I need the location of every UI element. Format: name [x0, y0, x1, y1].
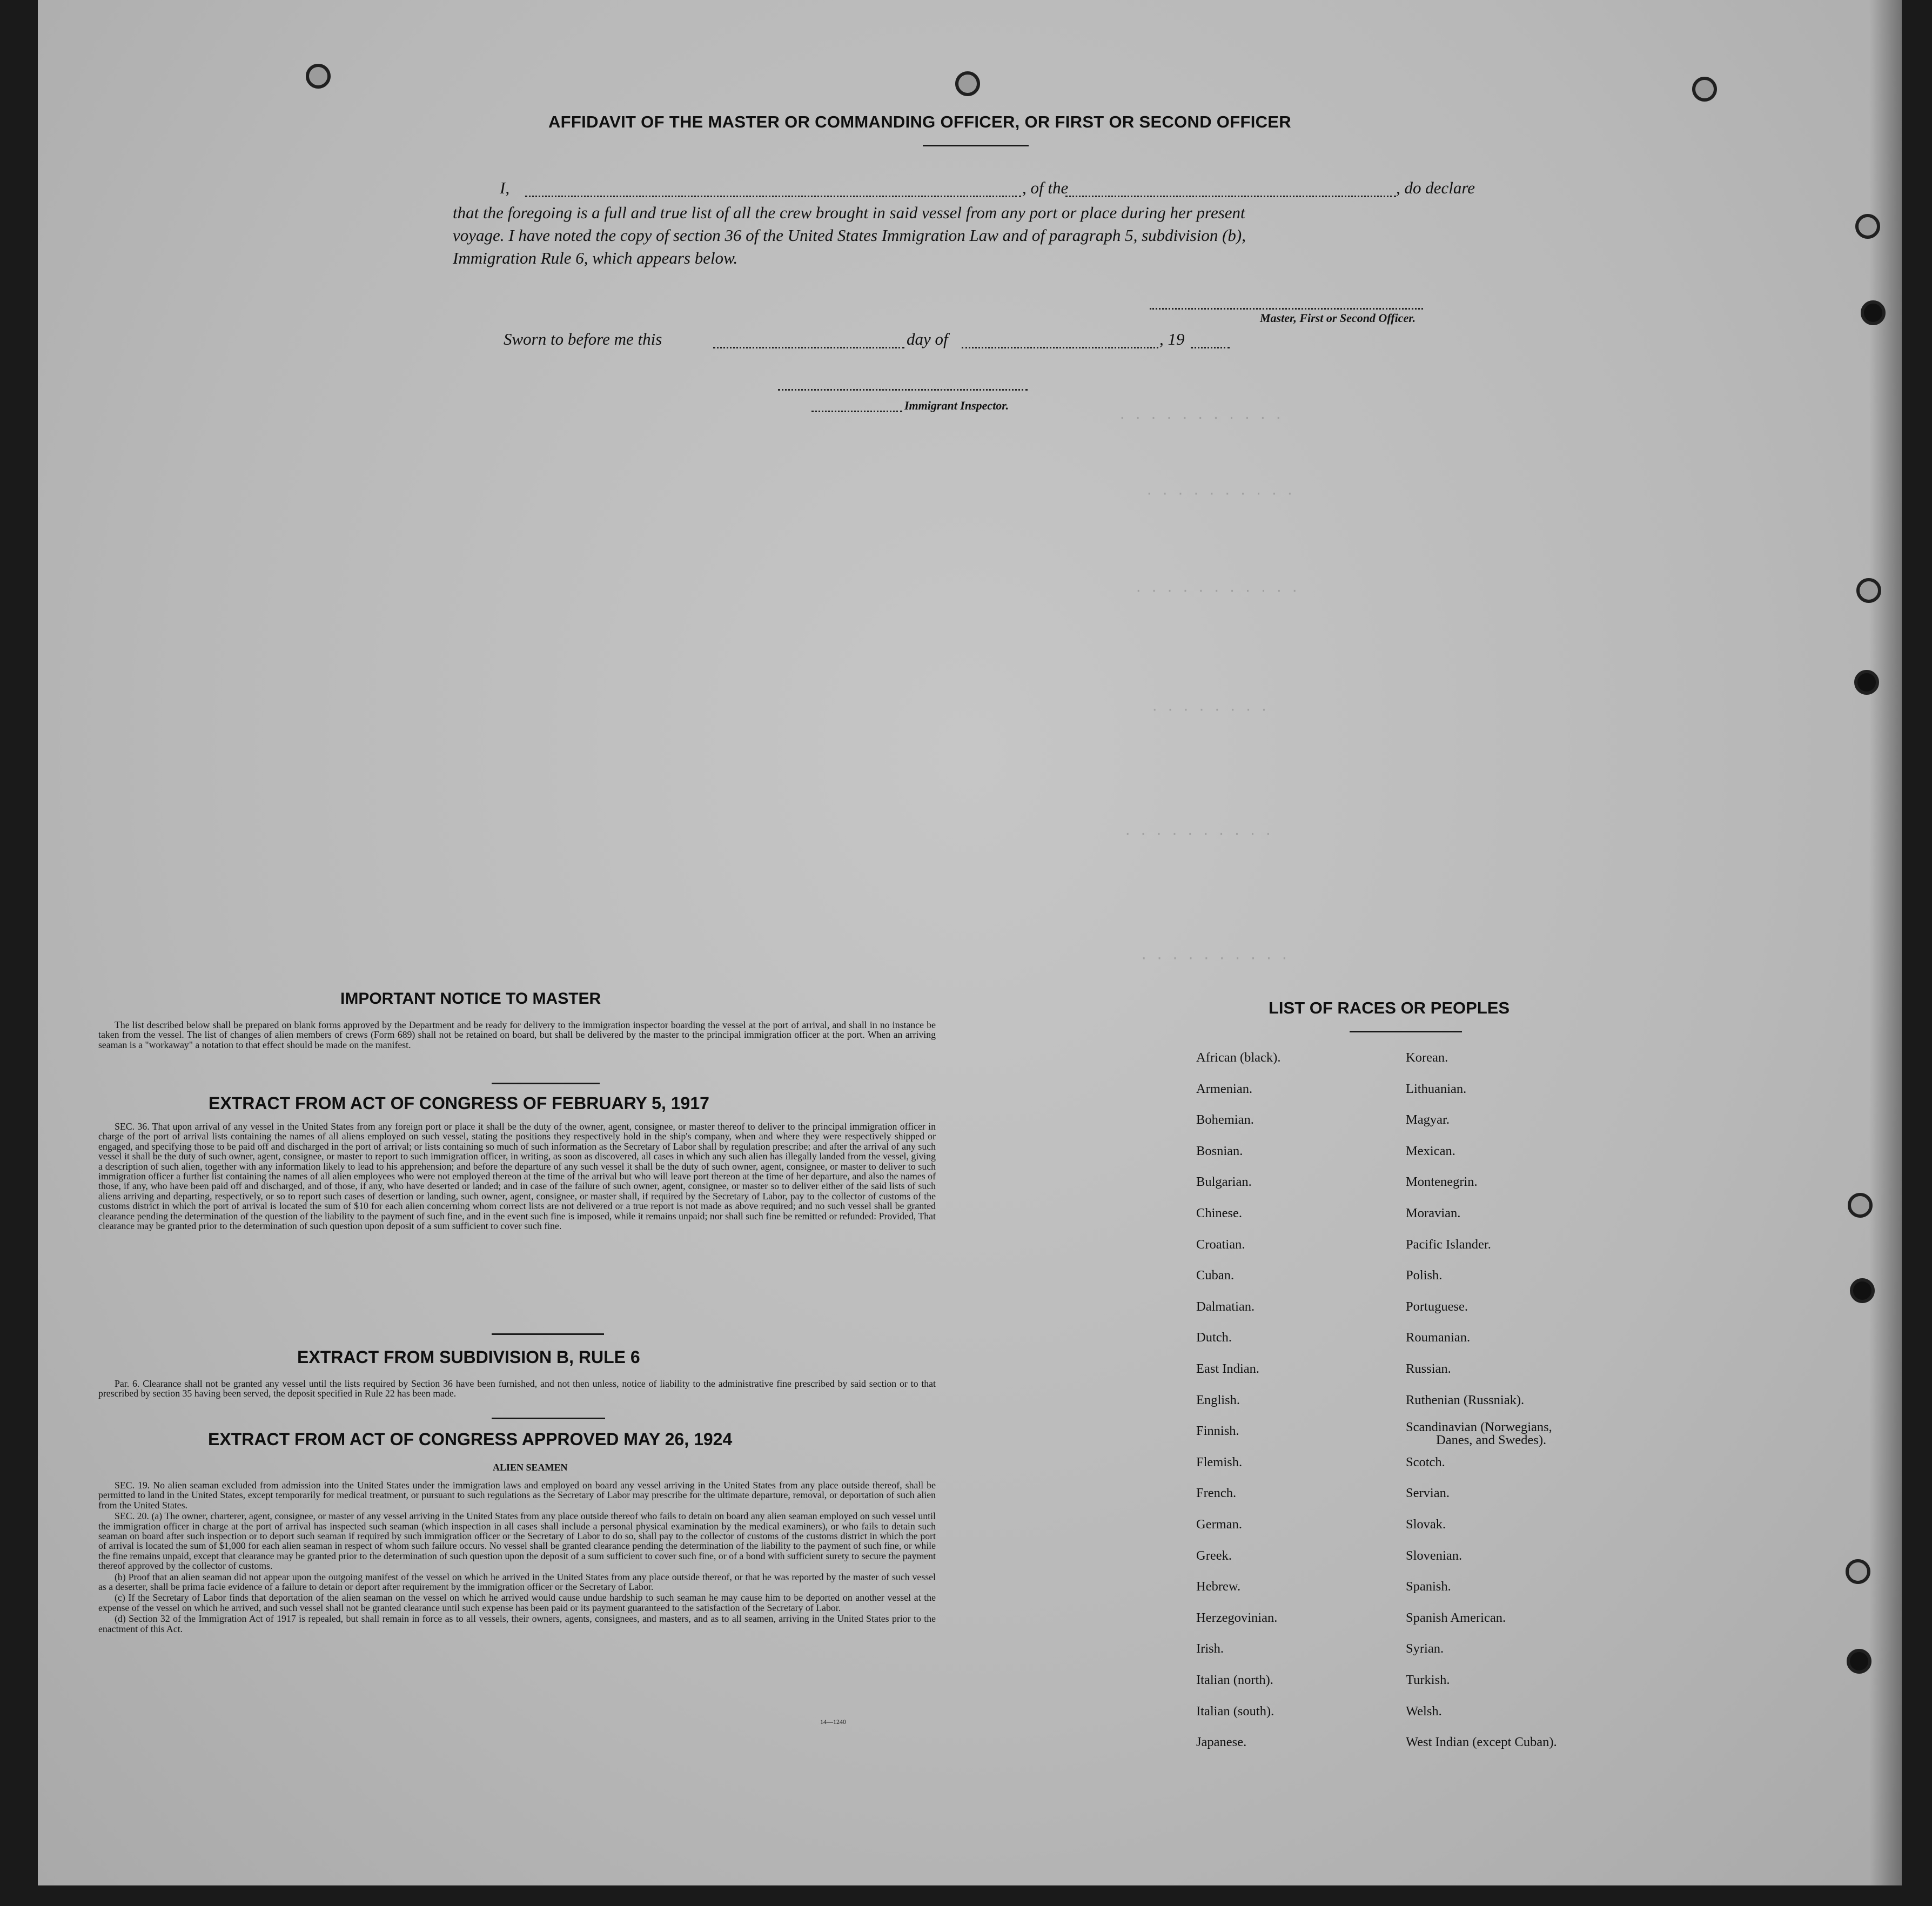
notice-title: IMPORTANT NOTICE TO MASTER [340, 990, 601, 1008]
race-item: Croatian. [1196, 1237, 1245, 1252]
races-title: LIST OF RACES OR PEOPLES [1269, 998, 1510, 1017]
ghost-row: · · · · · · · · · · · [1118, 411, 1283, 426]
extract-1924-title: EXTRACT FROM ACT OF CONGRESS APPROVED MAY 26, 1924 [208, 1429, 733, 1449]
race-item: African (black). [1196, 1050, 1281, 1065]
sworn-day-field[interactable] [713, 347, 904, 348]
race-item: Mexican. [1406, 1143, 1455, 1158]
race-item: Hebrew. [1196, 1579, 1241, 1594]
form-page [38, 0, 1902, 1885]
section-divider [492, 1333, 604, 1335]
sworn-label: Sworn to before me this [504, 330, 662, 348]
race-item: Servian. [1406, 1486, 1450, 1501]
race-item: German. [1196, 1517, 1243, 1532]
extract-rule6-title: EXTRACT FROM SUBDIVISION B, RULE 6 [297, 1347, 640, 1367]
race-item: French. [1196, 1486, 1237, 1501]
race-item: Russian. [1406, 1361, 1451, 1376]
affidavit-text-line-3: voyage. I have noted the copy of section 36 of the United States Immigration Law and of paragraph 5, subdivision (b), [453, 226, 1246, 245]
race-item-continuation: Danes, and Swedes). [1436, 1433, 1547, 1447]
notice-paragraph: The list described below shall be prepared on blank forms approved by the Department and be ready for delivery to the immigration inspector boarding the vessel at the port of arrival, and shall in no instance be taken from the vessel. The list of changes of alien members of crews (Form 689) shall not be retained on board, but shall be delivered by the master to the principal immigration officer at the port. When an arriving seaman is a "workaway" a notation to that effect should be made on the manifest. [98, 1019, 936, 1050]
inspector-dash-field [811, 411, 902, 412]
master-signature-field[interactable] [1150, 308, 1423, 310]
race-item: Armenian. [1196, 1081, 1253, 1096]
race-item: Dalmatian. [1196, 1299, 1255, 1314]
race-item: Lithuanian. [1406, 1081, 1467, 1096]
punch-hole-top-right [1692, 77, 1717, 102]
year-label: , 19 [1159, 330, 1185, 348]
race-item: Bosnian. [1196, 1143, 1243, 1158]
sec-20d-paragraph: (d) Section 32 of the Immigration Act of 1917 is repealed, but shall remain in force as to all vessels, their owners, agents, consignees, and masters, and as to all seamen, arriving in the United States prior to the enactment of this Act. [98, 1613, 936, 1634]
race-item: Welsh. [1406, 1703, 1442, 1719]
race-item: Irish. [1196, 1641, 1224, 1656]
race-item: Slovenian. [1406, 1548, 1463, 1563]
race-item: Slovak. [1406, 1517, 1446, 1532]
section-divider [492, 1418, 605, 1419]
races-title-underline [1350, 1031, 1462, 1032]
vessel-name-field[interactable] [1065, 196, 1396, 197]
race-item: Greek. [1196, 1548, 1232, 1563]
master-name-field[interactable] [525, 196, 1021, 197]
race-item: Japanese. [1196, 1735, 1247, 1750]
race-item: Ruthenian (Russniak). [1406, 1392, 1525, 1407]
ghost-row: · · · · · · · · · · [1124, 827, 1272, 842]
extract-1924-text [98, 1480, 936, 1635]
punch-hole-right-1 [1855, 214, 1880, 239]
race-item: Syrian. [1406, 1641, 1444, 1656]
title-underline [923, 145, 1029, 146]
race-item: Spanish American. [1406, 1610, 1506, 1625]
race-item: West Indian (except Cuban). [1406, 1735, 1557, 1750]
affidavit-i-label: I, [500, 178, 510, 197]
sworn-year-field[interactable] [1191, 347, 1230, 348]
master-signature-label: Master, First or Second Officer. [1260, 311, 1416, 325]
section-36-paragraph: SEC. 36. That upon arrival of any vessel in the United States from any foreign port or place it shall be the duty of the owner, agent, consignee, or master thereof to deliver to the principal immigration officer in charge of the port of arrival lists containing the names of all aliens employed on such vessel, stating the positions they respectively hold in the ship's company, when and where they were respectively shipped or engaged, and specifying those to be paid off and discharged in the port of arrival; or lists containing so much of such information as the Secretary of Labor shall by regulation prescribe; and after the arrival of any such vessel it shall be the duty of such owner, agent, consignee, or master to report to such immigration officer, in writing, as soon as discovered, all cases in which any such alien has illegally landed from the vessel, giving a description of such alien, together with any information likely to lead to his apprehension; and before the departure of any such vessel it shall be the duty of such owner, agent, consignee, or master to deliver to such immigration officer a further list containing the names of all alien employees who were not employed thereon at the time of the arrival but who will leave port thereon at the time of her departure, and also the names of those, if any, who have been paid off and discharged, and of those, if any, who have deserted or landed; and in case of the failure of such owner, agent, consignee, or master so to deliver either of the said lists of such aliens arriving and departing, respectively, or so to report such cases of desertion or landing, such owner, agent, consignee, or master shall, if required by the Secretary of Labor, pay to the collector of customs of the customs district in which the port of arrival is located the sum of $10 for each alien concerning whom correct lists are not delivered or a true report is not made as above required; and no such vessel shall be granted clearance pending the determination of the question of the liability to the payment of such fine, and in the event such fine is imposed, while it remains unpaid; nor shall such fine be remitted or refunded: Provided, That clearance may be granted prior to the determination of such question upon deposit of a sum sufficient to cover such fine. [98, 1121, 936, 1232]
affidavit-of-the: , of the [1022, 178, 1069, 197]
ghost-row: · · · · · · · · · · [1140, 951, 1289, 966]
race-item: Scotch. [1406, 1454, 1445, 1469]
affidavit-text-line-2: that the foregoing is a full and true list of all the crew brought in said vessel from any port or place during her present [453, 203, 1245, 222]
affidavit-text-line-4: Immigration Rule 6, which appears below. [453, 249, 738, 267]
race-item: Scandinavian (Norwegians, [1406, 1420, 1552, 1434]
punch-hole-right-5 [1848, 1193, 1873, 1218]
punch-hole-top-left [306, 64, 331, 89]
affidavit-title: AFFIDAVIT OF THE MASTER OR COMMANDING OFFICER, OR FIRST OR SECOND OFFICER [548, 112, 1291, 131]
extract-rule6-text [98, 1379, 936, 1400]
race-item: Polish. [1406, 1268, 1443, 1283]
sec-20a-paragraph: SEC. 20. (a) The owner, charterer, agent, consignee, or master of any vessel arriving in the United States from any place outside thereof who fails to detain on board any alien seaman employed on such vessel until the immigration officer in charge at the port of arrival has inspected such seaman (which inspection in all cases shall include a personal physical examination by the medical examiners), or who fails to detain such seaman on board after such inspection or to deport such seaman if required by such immigration officer or the Secretary of Labor to do so, shall pay to the collector of customs of the customs district in which the port of arrival is located the sum of $1,000 for each alien seaman in respect of whom such failure occurs. No vessel shall be granted clearance pending the determination of the liability to the payment of such fine, or while the fine remains unpaid, except that clearance may be granted prior to the determination of such question upon the deposit of a sum sufficient to cover such fine, or of a bond with sufficient surety to secure the payment thereof approved by the collector of customs. [98, 1511, 936, 1572]
inspector-label: Immigrant Inspector. [904, 399, 1009, 412]
race-item: Italian (north). [1196, 1673, 1273, 1687]
race-item: Dutch. [1196, 1330, 1232, 1345]
race-item: Herzegovinian. [1196, 1610, 1278, 1625]
race-item: Portuguese. [1406, 1299, 1468, 1314]
race-item: Spanish. [1406, 1579, 1451, 1594]
sec-20b-paragraph: (b) Proof that an alien seaman did not appear upon the outgoing manifest of the vessel on which he arrived in the United States from any place outside thereof, or that he was reported by the master of such vessel as a deserter, shall be prima facie evidence of a failure to detain or deport after requirement by the immigration officer or the Secretary of Labor. [98, 1571, 936, 1593]
punch-hole-right-2 [1861, 300, 1886, 325]
ghost-row: · · · · · · · · · · [1145, 486, 1294, 501]
inspector-signature-field[interactable] [778, 389, 1028, 391]
par-6-paragraph: Par. 6. Clearance shall not be granted any vessel until the lists required by Section 36 have been furnished, and not then unless, notice of liability to the administrative fine prescribed by said section or to that prescribed by section 35 having been served, the deposit specified in Rule 22 has been made. [98, 1378, 936, 1399]
race-item: Bohemian. [1196, 1112, 1254, 1128]
form-number: 14—1240 [820, 1718, 846, 1726]
extract-1917-text [98, 1122, 936, 1232]
page-edge-shadow [1869, 0, 1902, 1885]
race-item: Moravian. [1406, 1206, 1461, 1220]
race-item: Magyar. [1406, 1112, 1450, 1128]
section-divider [492, 1083, 600, 1084]
affidavit-do-declare: , do declare [1396, 178, 1475, 197]
day-of-label: day of [907, 330, 948, 348]
race-item: English. [1196, 1392, 1240, 1407]
race-item: Cuban. [1196, 1268, 1235, 1283]
race-item: Roumanian. [1406, 1330, 1471, 1345]
sec-19-paragraph: SEC. 19. No alien seaman excluded from admission into the United States under the immigration laws and employed on board any vessel arriving in the United States from any place outside thereof, shall be permitted to land in the United States, except temporarily for medical treatment, or pursuant to such regulations as the Secretary of Labor may prescribe for the ultimate departure, removal, or deportation of such alien from the United States. [98, 1480, 936, 1511]
race-item: Finnish. [1196, 1424, 1239, 1439]
notice-text [98, 1020, 936, 1051]
ghost-row: · · · · · · · · · · · [1135, 583, 1299, 599]
alien-seamen-subtitle: ALIEN SEAMEN [493, 1462, 568, 1473]
punch-hole-right-4 [1854, 670, 1879, 695]
punch-hole-right-8 [1847, 1649, 1871, 1674]
race-item: Pacific Islander. [1406, 1237, 1491, 1252]
sworn-month-field[interactable] [962, 347, 1158, 348]
punch-hole-right-7 [1846, 1559, 1870, 1584]
punch-hole-right-6 [1850, 1278, 1875, 1303]
race-item: East Indian. [1196, 1361, 1260, 1376]
race-item: Italian (south). [1196, 1703, 1274, 1719]
race-item: Chinese. [1196, 1206, 1243, 1220]
extract-1917-title: EXTRACT FROM ACT OF CONGRESS OF FEBRUARY 5, 1917 [209, 1093, 709, 1113]
punch-hole-right-3 [1856, 578, 1881, 603]
race-item: Turkish. [1406, 1673, 1450, 1687]
ghost-row: · · · · · · · · [1151, 702, 1268, 717]
race-item: Flemish. [1196, 1454, 1243, 1469]
race-item: Montenegrin. [1406, 1175, 1478, 1190]
punch-hole-top-center [955, 71, 980, 96]
race-item: Bulgarian. [1196, 1175, 1252, 1190]
race-item: Korean. [1406, 1050, 1448, 1065]
sec-20c-paragraph: (c) If the Secretary of Labor finds that deportation of the alien seaman on the vessel on which he arrived would cause undue hardship to such seaman he may cause him to be deported on another vessel at the expense of the vessel on which he arrived, and such vessel shall not be granted clearance until such expense has been paid or its payment guaranteed to the satisfaction of the Secretary of Labor. [98, 1592, 936, 1613]
